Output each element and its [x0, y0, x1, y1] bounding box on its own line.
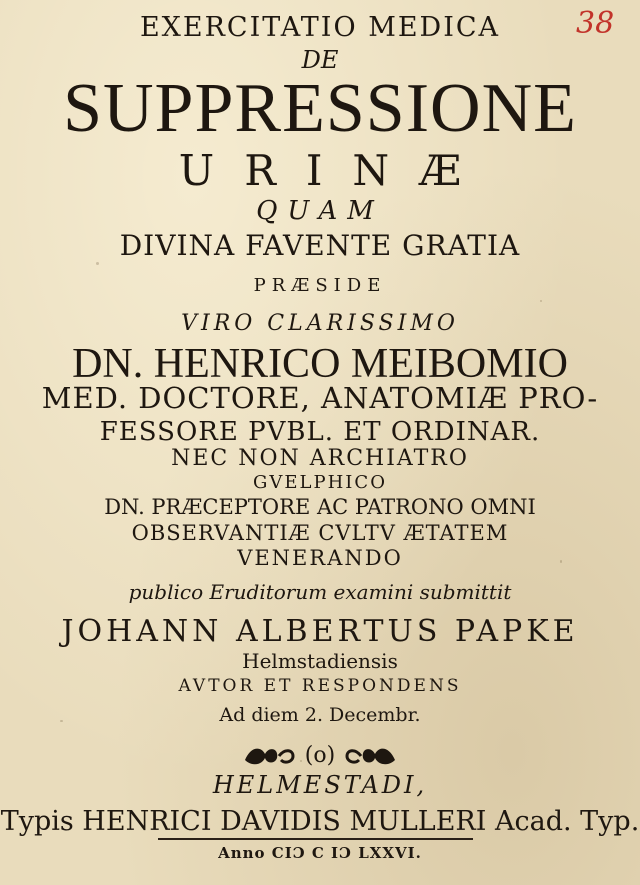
text-viro-clarissimo: VIRO CLARISSIMO [181, 311, 459, 336]
text-praeside: PRÆSIDE [253, 275, 387, 296]
praeses-title-1: MED. DOCTORE, ANATOMIÆ PRO- [41, 381, 599, 415]
respondent-role: AVTOR ET RESPONDENS [178, 676, 462, 696]
printer-ornament [0, 738, 640, 772]
dedication-1: DN. PRÆCEPTORE AC PATRONO OMNI [104, 495, 536, 519]
paper-speck [560, 560, 562, 563]
main-title: SUPPRESSIONE [63, 70, 577, 147]
text-divina-favente: DIVINA FAVENTE GRATIA [119, 229, 521, 262]
respondent-name: JOHANN ALBERTUS PAPKE [61, 614, 579, 649]
subtitle-urinae: URINÆ [178, 146, 492, 195]
praeses-name: DN. HENRICO MEIBOMIO [72, 341, 568, 387]
printer-imprint: Typis HENRICI DAVIDIS MULLERI Acad. Typ. [0, 806, 640, 837]
dedication-3: VENERANDO [237, 546, 403, 570]
respondent-origin: Helmstadiensis [242, 649, 398, 673]
disputation-date: Ad diem 2. Decembr. [219, 704, 421, 726]
submission-text: publico Eruditorum examini submittit [128, 580, 512, 604]
praeses-title-4: GVELPHICO [253, 472, 387, 493]
left-fleuron-icon [243, 742, 295, 768]
folio-number: 38 [576, 6, 615, 41]
paper-speck [300, 760, 302, 762]
place-of-printing: HELMESTADI, [212, 771, 428, 799]
heading-de: DE [301, 46, 339, 74]
paper-speck [540, 300, 542, 302]
year-of-printing: Anno CIƆ C IƆ LXXVI. [218, 844, 422, 862]
right-fleuron-icon [345, 742, 397, 768]
dedication-2: OBSERVANTIÆ CVLTV ÆTATEM [131, 521, 509, 545]
paper-speck [96, 262, 99, 265]
paper-speck [60, 720, 63, 722]
praeses-title-3: NEC NON ARCHIATRO [171, 446, 469, 471]
imprint-rule [158, 838, 473, 840]
praeses-title-2: FESSORE PVBL. ET ORDINAR. [99, 417, 541, 447]
text-quam: QUAM [256, 196, 384, 226]
heading-exercitatio: EXERCITATIO MEDICA [139, 12, 501, 43]
ornament-center: (o) [304, 742, 336, 768]
